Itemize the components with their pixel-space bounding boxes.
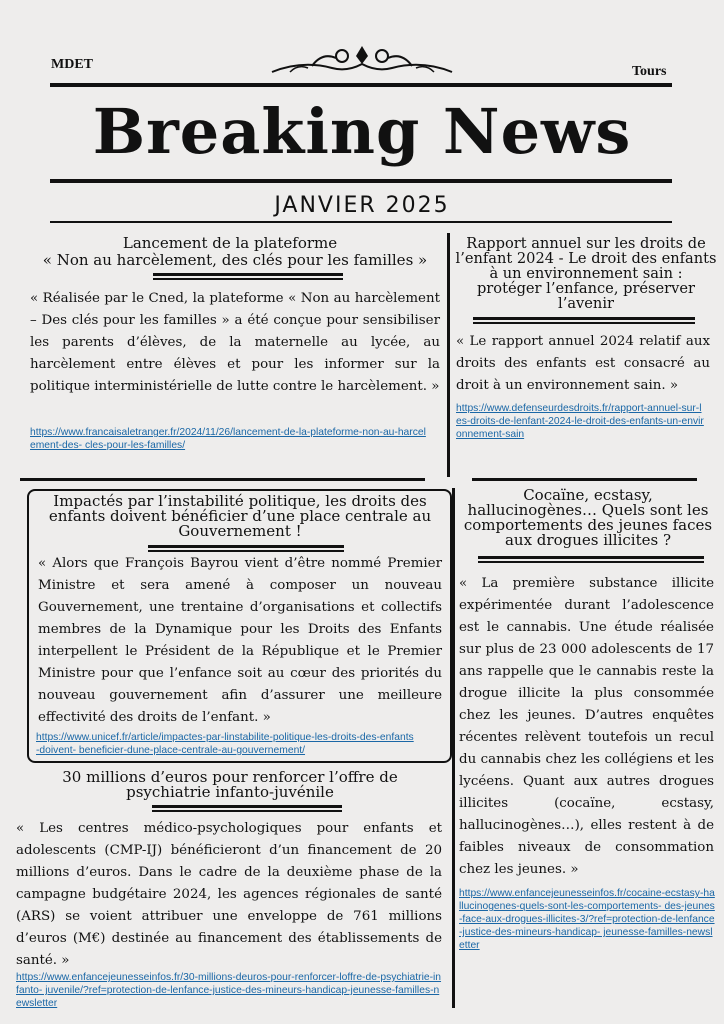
column-divider-top	[447, 233, 450, 477]
article-2-headline-rule	[473, 317, 695, 320]
article-2-link[interactable]: https://www.defenseurdesdroits.fr/rapport-annuel-sur-les-droits-de-lenfant-2024-le-droit-des-enfants-un-environnement-sain	[456, 403, 704, 440]
article-1-headline-rule-thin	[153, 278, 343, 280]
publisher-label: MDET	[51, 57, 93, 72]
article-4-headline-rule	[478, 556, 704, 559]
article-1-headline-rule	[153, 273, 343, 276]
article-4-headline: Cocaïne, ecstasy, hallucinogènes… Quels sont les comportements des jeunes faces aux drogues illicites ?	[463, 486, 713, 549]
section-rule-left	[20, 478, 425, 481]
article-5-headline: 30 millions d’euros pour renforcer l’offre de psychiatrie infanto-juvénile	[62, 768, 398, 801]
article-5-headline-rule	[152, 805, 342, 808]
article-5-headline-rule-thin	[152, 810, 342, 812]
article-4-body: « La première substance illicite expérimentée durant l’adolescence est le cannabis. Une étude réalisée sur plus de 23 000 adolescents de 17 ans rappelle que le cannabis reste la drogue illicite la plus consommée chez les jeunes. D’autres enquêtes récentes relèvent toutefois un recul du cannabis chez les collégiens et les lycéens. Quant aux autres drogues illicites (cocaïne, ecstasy, hallucinogènes…), elles restent à de faibles niveaux de consommation chez les jeunes. »	[459, 576, 714, 877]
section-rule-right	[472, 478, 697, 481]
article-2-headline: Rapport annuel sur les droits de l’enfant 2024 - Le droit des enfants à un environnement sain : protéger l’enfance, préserver l’avenir	[455, 235, 717, 312]
issue-date: JANVIER 2025	[274, 193, 450, 218]
article-5-link[interactable]: https://www.enfancejeunesseinfos.fr/30-millions-deuros-pour-renforcer-loffre-de-psychiatrie-infanto- juvenile/?ref=protection-de-lenfance-justice-des-mineurs-handicap-jeunesse-familles-newsletter	[16, 972, 442, 1009]
article-5-body: « Les centres médico-psychologiques pour enfants et adolescents (CMP-IJ) bénéficieront d’un financement de 20 millions d’euros. Dans le cadre de la deuxième phase de la campagne budgétaire 2024, les agences régionales de santé (ARS) se voient attribuer une enveloppe de 761 millions d’euros (M€) destinée au financement des établissements de santé. »	[16, 821, 442, 968]
article-3-headline-rule-thin	[148, 550, 344, 552]
article-4-headline-rule-thin	[478, 561, 704, 563]
article-1-body: « Réalisée par le Cned, la plateforme « Non au harcèlement – Des clés pour les familles » a été conçue pour sensibiliser les parents d’élèves, de la maternelle au lycée, au harcèlement entre élèves et pour les informer sur la politique interministérielle de lutte contre le harcèlement. »	[30, 291, 440, 394]
city-label: Tours	[632, 64, 667, 79]
date-rule	[50, 221, 672, 223]
masthead-title: Breaking News	[92, 95, 632, 168]
article-4-link[interactable]: https://www.enfancejeunesseinfos.fr/cocaine-ecstasy-hallucinogenes-quels-sont-les-comportements- des-jeunes-face-aux-drogues-illicites-3/?ref=protection-de-lenfance-justice-des-mineurs-handicap- jeunesse-familles-newsletter	[459, 888, 715, 951]
article-1-link[interactable]: https://www.francaisaletranger.fr/2024/11/26/lancement-de-la-plateforme-non-au-harcelement-des- cles-pour-les-familles/	[30, 427, 426, 451]
masthead-bottom-rule	[50, 179, 672, 183]
article-3-headline: Impactés par l’instabilité politique, les droits des enfants doivent bénéficier d’une place centrale au Gouvernement !	[48, 492, 432, 540]
article-3-headline-rule	[148, 545, 344, 548]
article-1-headline-line1: Lancement de la plateforme	[122, 234, 338, 252]
article-1-headline-line2: « Non au harcèlement, des clés pour les familles »	[42, 251, 428, 269]
article-3-body: « Alors que François Bayrou vient d’être nommé Premier Ministre et sera amené à composer un nouveau Gouvernement, une trentaine d’organisations et collectifs membres de la Dynamique pour les Droits des Enfants interpellent le Président de la République et le Premier Ministre pour que l’enfance soit au cœur des priorités du nouveau gouvernement afin d’assurer une meilleure effectivité des droits de l’enfant. »	[38, 556, 442, 725]
article-2-headline-rule-thin	[473, 322, 695, 324]
ornament-flourish-icon	[262, 42, 462, 78]
masthead-top-rule	[50, 83, 672, 87]
article-3-link[interactable]: https://www.unicef.fr/article/impactes-par-linstabilite-politique-les-droits-des-enfants-doivent- beneficier-dune-place-centrale-au-gouvernement/	[36, 732, 414, 756]
column-divider-bottom	[452, 488, 455, 1008]
article-2-body: « Le rapport annuel 2024 relatif aux droits des enfants est consacré au droit à un environnement sain. »	[456, 334, 710, 393]
